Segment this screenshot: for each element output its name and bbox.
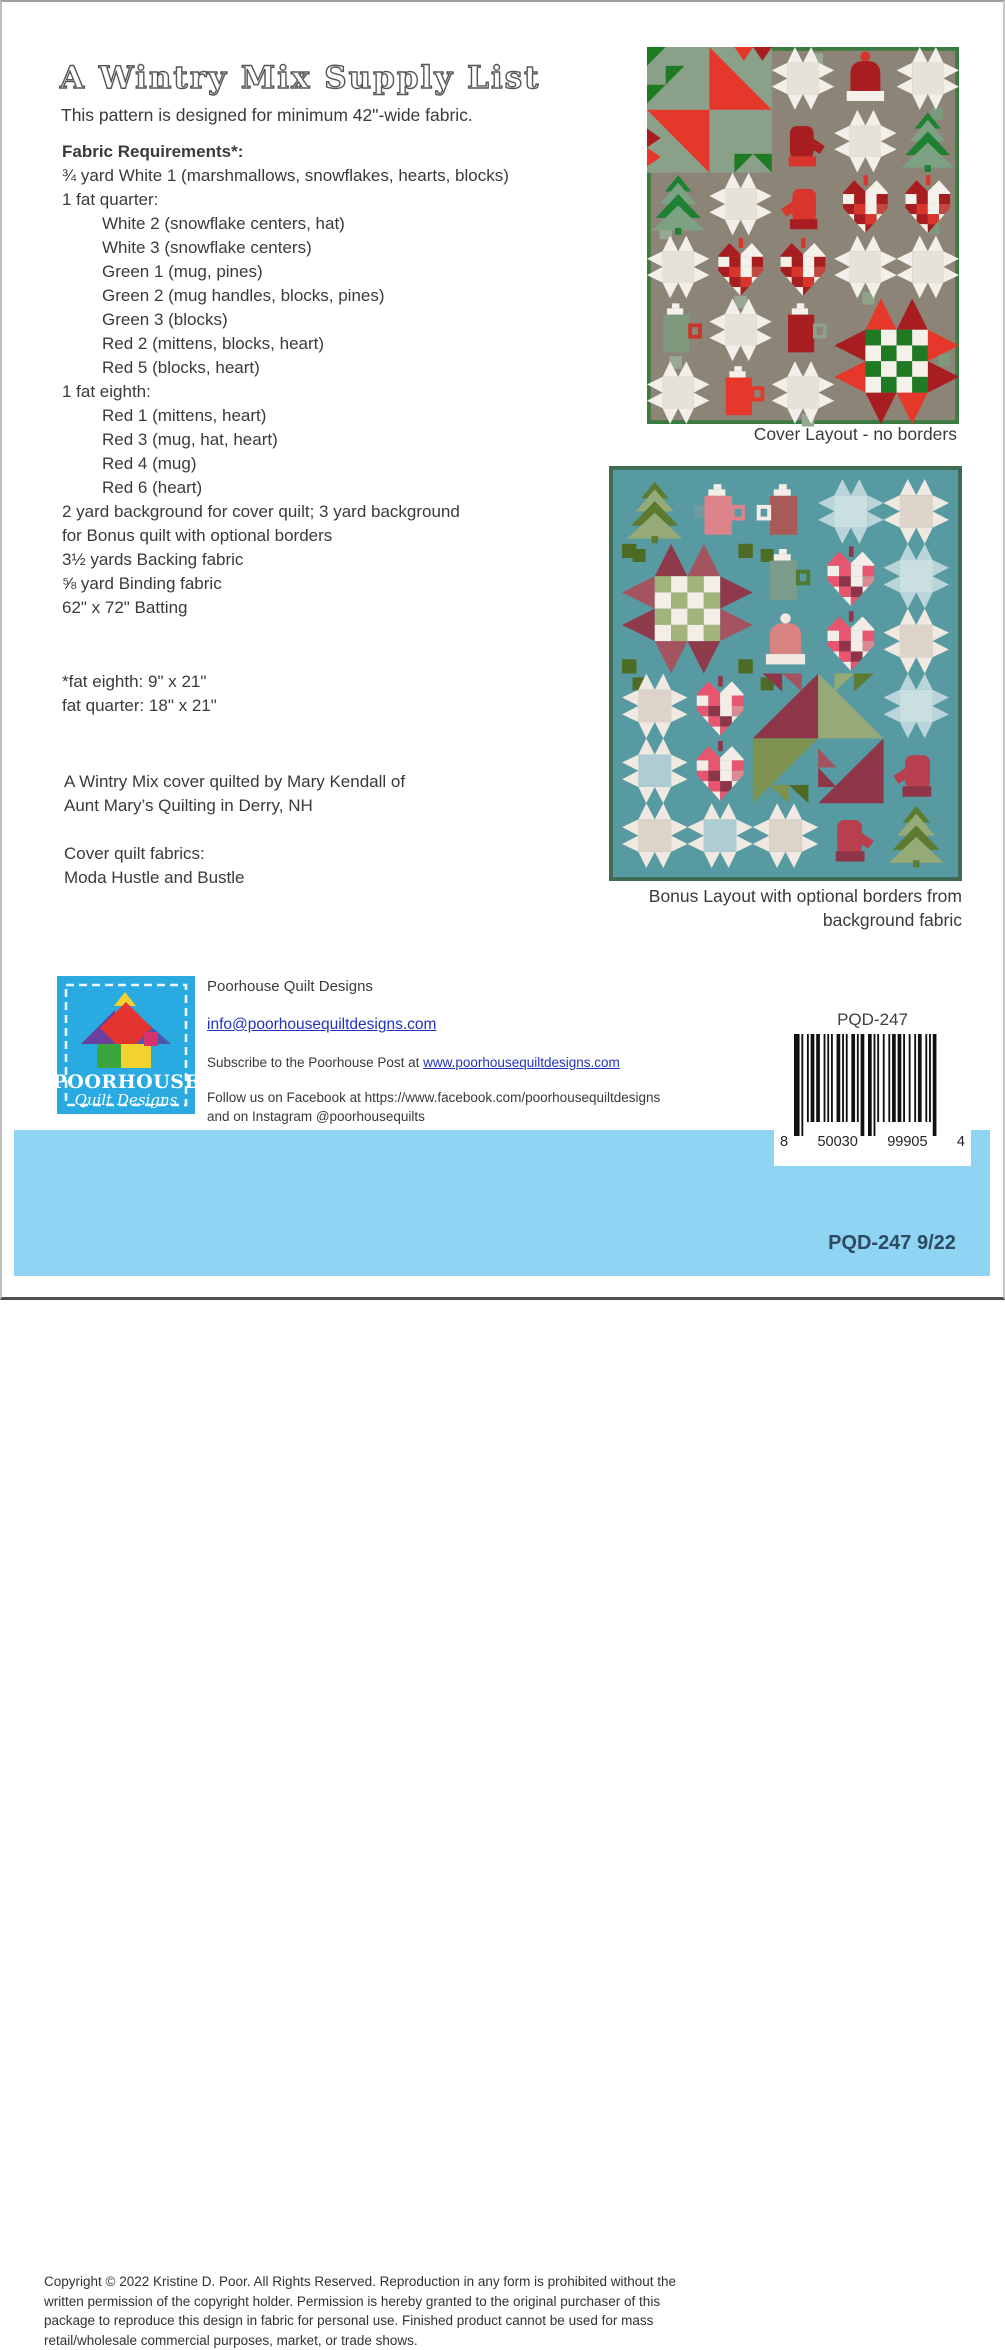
supply-line: Red 1 (mittens, heart) bbox=[62, 404, 582, 428]
poorhouse-logo bbox=[57, 976, 195, 1114]
supply-list bbox=[62, 140, 582, 620]
cover-quilt-caption: Cover Layout - no borders bbox=[602, 424, 957, 445]
supply-line: Red 5 (blocks, heart) bbox=[62, 356, 582, 380]
supply-line: 62" x 72" Batting bbox=[62, 596, 582, 620]
supply-line: White 3 (snowflake centers) bbox=[62, 236, 582, 260]
subscribe-line bbox=[207, 1055, 620, 1070]
supply-line: Red 6 (heart) bbox=[62, 476, 582, 500]
logo-tagline: Quilt Designs bbox=[75, 1091, 178, 1109]
barcode-label: PQD-247 bbox=[774, 1002, 971, 1030]
subscribe-prefix: Subscribe to the Poorhouse Post at bbox=[207, 1055, 423, 1070]
supply-line: 1 fat eighth: bbox=[62, 380, 582, 404]
barcode-icon bbox=[792, 1034, 954, 1138]
copyright-line: Copyright © 2022 Kristine D. Poor. All Rights Reserved. Reproduction in any form is prohibited without the bbox=[44, 2272, 704, 2292]
credit-line: Aunt Mary’s Quilting in Derry, NH bbox=[64, 794, 405, 818]
supply-line: 1 fat quarter: bbox=[62, 188, 582, 212]
cover-fabrics bbox=[64, 842, 245, 890]
email-link[interactable]: info@poorhousequiltdesigns.com bbox=[207, 1016, 436, 1033]
note-line: fat quarter: 18" x 21" bbox=[62, 694, 217, 718]
supply-line: Red 2 (mittens, blocks, heart) bbox=[62, 332, 582, 356]
supply-line: 3½ yards Backing fabric bbox=[62, 548, 582, 572]
copyright-text bbox=[44, 2272, 704, 2350]
supply-line: 2 yard background for cover quilt; 3 yard background bbox=[62, 500, 582, 524]
note-line: *fat eighth: 9" x 21" bbox=[62, 670, 217, 694]
supply-line: Red 4 (mug) bbox=[62, 452, 582, 476]
page-subtitle: This pattern is designed for minimum 42"-wide fabric. bbox=[61, 105, 473, 126]
supply-line: for Bonus quilt with optional borders bbox=[62, 524, 582, 548]
bonus-quilt-image bbox=[609, 466, 962, 881]
subscribe-link[interactable]: www.poorhousequiltdesigns.com bbox=[423, 1055, 620, 1070]
copyright-line: package to reproduce this design in fabric for personal use. Finished product cannot be used for mass bbox=[44, 2311, 704, 2331]
barcode-panel bbox=[774, 1002, 971, 1166]
fat-size-notes bbox=[62, 670, 217, 718]
page-title: A Wintry Mix Supply List bbox=[60, 60, 540, 96]
bonus-quilt-caption bbox=[582, 884, 962, 932]
pattern-code: PQD-247 9/22 bbox=[802, 1232, 982, 1255]
supply-line: Red 3 (mug, hat, heart) bbox=[62, 428, 582, 452]
quilter-credits bbox=[64, 770, 405, 818]
instagram-line: and on Instagram @poorhousequilts bbox=[207, 1109, 425, 1124]
supply-line: Green 3 (blocks) bbox=[62, 308, 582, 332]
credit-line: A Wintry Mix cover quilted by Mary Kendall of bbox=[64, 770, 405, 794]
supply-lines bbox=[62, 164, 582, 620]
facebook-line: Follow us on Facebook at https://www.facebook.com/poorhousequiltdesigns bbox=[207, 1090, 660, 1105]
cover-quilt-image bbox=[647, 47, 959, 424]
supply-line: ⅝ yard Binding fabric bbox=[62, 572, 582, 596]
supply-line: Green 1 (mug, pines) bbox=[62, 260, 582, 284]
barcode-digits bbox=[780, 1134, 965, 1150]
bonus-caption-line2: background fabric bbox=[582, 908, 962, 932]
supply-line: ¾ yard White 1 (marshmallows, snowflakes, hearts, blocks) bbox=[62, 164, 582, 188]
copyright-line: written permission of the copyright holder. Permission is hereby granted to the original purchaser of this bbox=[44, 2292, 704, 2312]
footer-brand: Poorhouse Quilt Designs bbox=[207, 978, 373, 995]
copyright-line: retail/wholesale commercial purposes, market, or trade shows. bbox=[44, 2331, 704, 2350]
supply-heading: Fabric Requirements*: bbox=[62, 140, 582, 164]
barcode-digit-group: 99905 bbox=[887, 1134, 927, 1150]
bonus-caption-line1: Bonus Layout with optional borders from bbox=[582, 884, 962, 908]
logo-wordmark: POORHOUSE bbox=[53, 1071, 200, 1093]
fabric-line: Cover quilt fabrics: bbox=[64, 842, 245, 866]
barcode-digit-group: 4 bbox=[957, 1134, 965, 1150]
supply-line: White 2 (snowflake centers, hat) bbox=[62, 212, 582, 236]
fabric-line: Moda Hustle and Bustle bbox=[64, 866, 245, 890]
barcode-digit-group: 8 bbox=[780, 1134, 788, 1150]
barcode-digit-group: 50030 bbox=[817, 1134, 857, 1150]
supply-line: Green 2 (mug handles, blocks, pines) bbox=[62, 284, 582, 308]
